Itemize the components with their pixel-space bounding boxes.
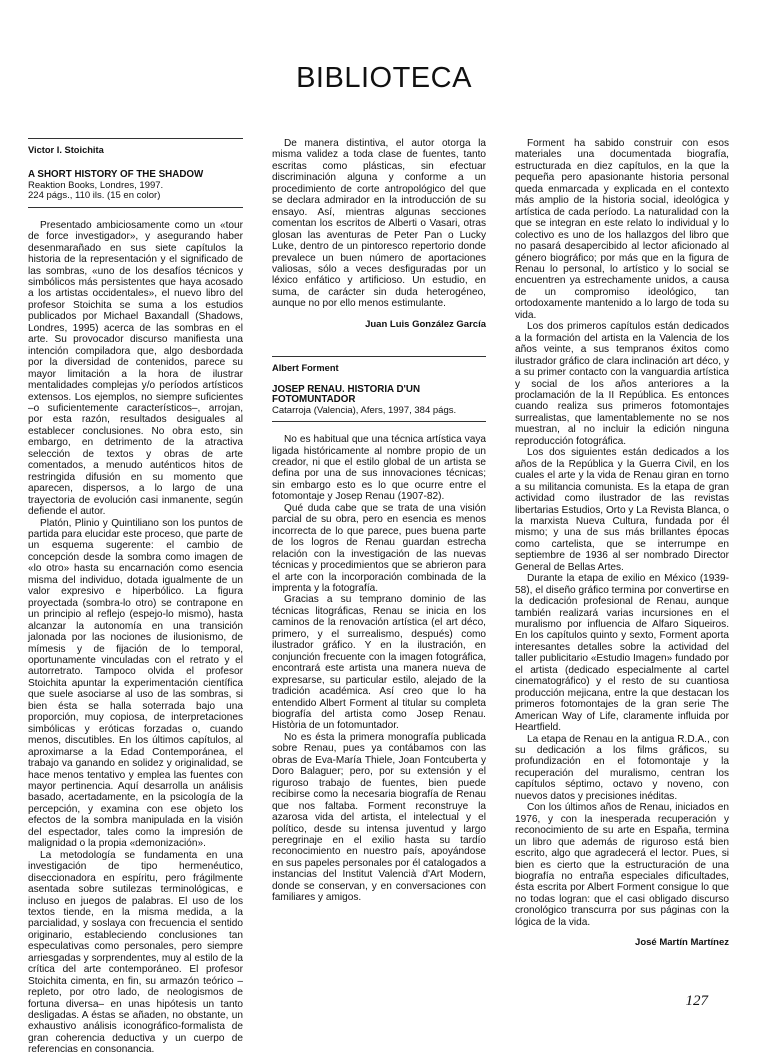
review-2-paragraph: No es habitual que una técnica artística vaya ligada históricamente al nombre propio de un creador, ni que el estilo global de un artista se defina por una de sus innovaciones técnicas; sin embargo esto es lo que ocurre entre el fotomontaje y Josep Renau (1907-82). bbox=[272, 434, 486, 503]
review-1-details: 224 págs., 110 ils. (15 en color) bbox=[28, 190, 161, 202]
column-2 bbox=[272, 138, 486, 904]
review-1-author: Victor I. Stoichita bbox=[28, 145, 104, 155]
review-2-paragraph: La etapa de Renau en la antigua R.D.A., con su dedicación a los films gráficos, su profundización en el fotomontaje y la recuperación del muralismo, centran los capítulos séptimo, octavo y noveno, con nuevos datos y precisiones inéditas. bbox=[515, 733, 729, 802]
page-title: BIBLIOTECA bbox=[296, 62, 472, 94]
review-2-paragraph: Los dos primeros capítulos están dedicados a la formación del artista en la Valencia de los años veinte, a sus tempranos éxitos como ilustrador gráfico de clara inclinación art déco, y a su primer contacto con la vanguardia artística y social de los años anteriores a la proclamación de la II República. Es entonces cuando realiza sus primeros fotomontajes surrealistas, que lamentablemente no se nos muestran, al no incluir la edición ninguna reproducción fotográfica. bbox=[515, 321, 729, 447]
divider bbox=[28, 138, 243, 139]
review-2-paragraph: Los dos siguientes están dedicados a los años de la República y la Guerra Civil, en los cuales el arte y la vida de Renau giran en torno a su militancia comunista. Es la etapa de gran actividad como ilustrador de las revistas libertarias Estudios, Orto y La Revista Blanca, o la marxista Nueva Cultura, fundada por él mismo; y una de sus más brillantes épocas como cartelista, que se interrumpe en septiembre de 1936 al ser nombrado Director General de Bellas Artes. bbox=[515, 447, 729, 573]
review-1-paragraph: Presentado ambiciosamente como un «tour de force investigador», y asegurando haber desenmarañado en sus siete capítulos la historia de la representación y el significado de las sombras, «uno de los desafíos técnicos y simbólicos más persistentes que haya acosado a los artistas occidentales», el nuevo libro del profesor Stoichita se suma a los estudios publicados por Michael Baxandall (Shadows, Londres, 1995) acerca de las sombras en el arte. Su provocador discurso manifiesta una intención compiladora que, algo desbordada por la diversidad de contenidos, parece su mayor limitación a la hora de ilustrar mentalidades complejas y/o períodos artísticos extensos. Los ejemplos, no siempre suficientes –o suficientemente característicos–, arrojan, por esta razón, resultados desiguales al establecer conclusiones. No obra esto, sin embargo, en detrimento de la atractiva selección de textos y obras de arte comentados, a menudo auténticos hitos de restringida difusión en su momento que aparecen, dispersos, a lo largo de una trayectoria de evolución casi inmanente, según defiende el autor. bbox=[28, 219, 243, 518]
review-1-book-title: A SHORT HISTORY OF THE SHADOW bbox=[28, 169, 204, 181]
review-2-paragraph: Durante la etapa de exilio en México (1939-58), el diseño gráfico termina por convertirse en la dedicación profesional de Renau, aunque también realizará varias incursiones en el muralismo por influencia de Alfaro Siqueiros. En los capítulos quinto y sexto, Forment aporta interesantes detalles sobre la actividad del taller publicitario «Estudio Imagen» fundado por el artista (dedicado especialmente al cartel cinematográfico) y el resto de su cuantiosa producción mejicana, entre la que destacan los primeros fotomontajes de la gran serie The American Way of Life, claramente influida por Heartfield. bbox=[515, 573, 729, 734]
review-2-paragraph: Forment ha sabido construir con esos materiales una documentada biografía, estructurada en diez capítulos, en la que la pequeña pero apasionante historia personal queda enmarcada y explicada en el contexto más amplio de la historia social, ideológica y artística de cada período. La naturalidad con la que se integran en este relato lo individual y lo colectivo es uno de los hallazgos del libro que no pasará desapercibido al lector aficionado al género biográfico; por más que en la figura de Renau lo personal, lo artístico y lo social se encuentren ya estrechamente unidos, a causa de un compromiso ideológico, tan ortodoxamente mantenido a lo largo de toda su vida. bbox=[515, 138, 729, 321]
review-1-paragraph: De manera distintiva, el autor otorga la misma validez a toda clase de fuentes, tanto escritas como plásticas, sin efectuar discriminación alguna y conforme a un procedimiento de corte antropológico del que se declara admirador en la introducción de su ensayo. Así, mientras algunas secciones comentan los escritos de Alberti o Vasari, otras glosan las aventuras de Peter Pan o Lucky Luke, dentro de un pintoresco repertorio donde prevalece un buen número de aportaciones valiosas, sólo a veces desfiguradas por un léxico enfático y artificioso. Un estudio, en suma, de carácter sin duda heterogéneo, aunque no por ello menos estimulante. bbox=[272, 138, 486, 310]
review-2-paragraph: Gracias a su temprano dominio de las técnicas litográficas, Renau se inicia en los caminos de la renovación artística (el art déco, primero, y el surrealismo, después) como ilustrador gráfico. Y en la ilustración, en conjunción frecuente con la imagen fotográfica, encontrará este artista una manera nueva de expresarse, su particular estilo, alejado de la tradición académica. Así creo que lo ha entendido Albert Forment al titular su completa biografía del artista como Josep Renau. Història de un fotomuntador. bbox=[272, 594, 486, 732]
page-number: 127 bbox=[685, 993, 708, 1009]
divider bbox=[272, 356, 486, 357]
review-1-publisher: Reaktion Books, Londres, 1997. bbox=[28, 179, 164, 191]
review-2-paragraph: No es ésta la primera monografía publicada sobre Renau, pues ya contábamos con las obras de Eva-María Thiele, Joan Fontcuberta y Doro Balaguer; pero, por su extensión y el riguroso trabajo de fuentes, bien puede recibirse como la necesaria biografía de Renau que nos faltaba. Forment reconstruye la azarosa vida del artista, el intelectual y el político, desde su intensa juventud y largo peregrinaje en el exilio hasta su tardío reconocimiento en nuestro país, apoyándose en sus papeles personales por él catalogados a instancias del Institut Valencià d'Art Modern, donde se conservan, y en conversaciones con familiares y amigos. bbox=[272, 731, 486, 904]
review-2-paragraph: Qué duda cabe que se trata de una visión parcial de su obra, pero en esencia es menos incorrecta de lo que parece, pues buena parte de los logros de Renau guardan estrecha relación con la investigación de las nuevas técnicas y procedimientos que se abrieron para el arte con la incorporación combinada de la imprenta y la fotografía. bbox=[272, 502, 486, 594]
review-2-author: Albert Forment bbox=[272, 363, 339, 374]
review-2-book-title: JOSEP RENAU. HISTORIA D'UN FOTOMUNTADOR bbox=[272, 383, 421, 406]
review-1-signature: Juan Luis González García bbox=[365, 318, 486, 330]
review-2-signature: José Martín Martínez bbox=[635, 937, 729, 949]
review-1-paragraph: Platón, Plinio y Quintiliano son los puntos de partida para elucidar este proceso, que parte de un esquema sugerente: el cambio de concepción desde la sombra como imagen de «lo otro» hasta su encarnación como esencia misma del individuo, dotada igualmente de un valor expresivo e hiperbólico. La figura proyectada (sombra-lo otro) se contrapone en un principio al reflejo (espejo-lo mismo), hasta alcanzar la autonomía en una transición jalonada por las nociones de ilusionismo, de mímesis y de fijación de lo temporal, oportunamente vinculadas con el retrato y el autorretrato. Tampoco olvida el profesor Stoichita apuntar la experimentación científica que suele asociarse al uso de las sombras, si bien ésta se halla soterrada bajo una proporción, muy copiosa, de interpretaciones simbólicas y eróticas forzadas o, cuando menos, discutibles. En los últimos capítulos, al aproximarse a la Edad Contemporánea, el trabajo va ganando en solidez y originalidad, se hace menos tentativo y emplea las fuentes con mayor pertinencia. Aquí desarrolla un análisis basado, acertadamente, en la psicología de la percepción, y examina con ese objeto los efectos de la sombra manipulada en la visión del espectador, tales como la impresión de malignidad o la propia «demonización». bbox=[28, 517, 243, 850]
review-2-publisher: Catarroja (Valencia), Afers, 1997, 384 págs. bbox=[272, 404, 457, 416]
review-1-paragraph: La metodología se fundamenta en una investigación de tipo hermenéutico, diseccionadora en espíritu, pero frágilmente asentada sobre sutilezas terminológicas, e incluso en juegos de palabras. El uso de los textos tiende, en la misma medida, a la parcialidad, y soslaya con frecuencia el sentido originario, estableciendo conclusiones tan especulativas como personales, pero siempre arriesgadas y sorprendentes, muy al estilo de la crítica del arte contemporáneo. El profesor Stoichita cimenta, en fin, su armazón teórico –repleto, por otro lado, de neologismos de fortuna diversa– en unas hipótesis un tanto desligadas. A éstas se añaden, no obstante, un exhaustivo análisis iconográfico-formalista de gran coherencia deductiva y un cuerpo de referencias en consonancia. bbox=[28, 849, 243, 1056]
review-2-paragraph: Con los últimos años de Renau, iniciados en 1976, y con la inesperada recuperación y reconocimiento de su arte en España, termina un libro que además de riguroso está bien escrito, algo que agradecerá el lector. Pues, si bien es cierto que la estructuración de una biografía no entraña especiales dificultades, ésta escrita por Albert Forment consigue lo que no todas logran: que el casi obligado discurso cronológico transcurra por sus páginas con la lógica de la vida. bbox=[515, 802, 729, 928]
column-1 bbox=[28, 138, 243, 1056]
column-3 bbox=[515, 138, 729, 949]
